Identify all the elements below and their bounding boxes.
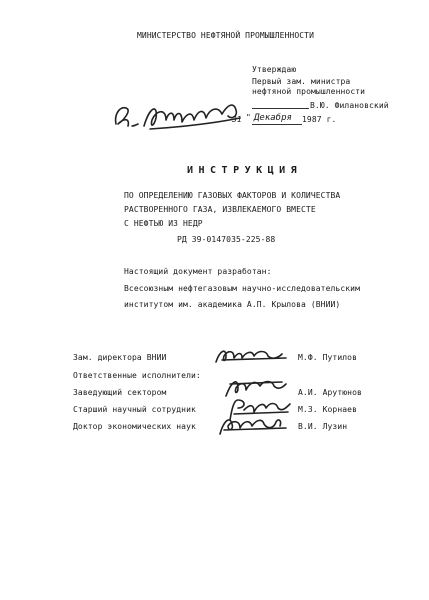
date-year: 1987 г. <box>302 115 337 124</box>
date-month: Декабря <box>254 113 292 123</box>
signatory-name-1: М.Ф. Путилов <box>298 353 357 362</box>
document-code: РД 39-0147035-225-88 <box>177 235 276 244</box>
signature-putilov <box>212 346 292 366</box>
signatory-role-1: Зам. директора ВНИИ <box>73 353 167 362</box>
date-quote-open: " <box>246 113 251 122</box>
ministry-header: МИНИСТЕРСТВО НЕФТЯНОЙ ПРОМЫШЛЕННОСТИ <box>137 31 314 40</box>
signatory-name-4: М.З. Корнаев <box>298 405 357 414</box>
subtitle-line-3: С НЕФТЬЮ ИЗ НЕДР <box>124 219 203 228</box>
signatory-role-4: Старший научный сотрудник <box>73 405 196 414</box>
signature-line <box>252 108 309 109</box>
document-title: ИНСТРУКЦИЯ <box>187 165 303 176</box>
developed-line-1: Настоящий документ разработан: <box>124 267 272 276</box>
subtitle-line-1: ПО ОПРЕДЕЛЕНИЮ ГАЗОВЫХ ФАКТОРОВ И КОЛИЧЕСТВА <box>124 191 341 200</box>
signatory-role-5: Доктор экономических наук <box>73 422 196 431</box>
date-day: 31 <box>232 115 242 124</box>
developed-line-3: институтом им. академика А.П. Крылова (ВНИИ) <box>124 300 341 309</box>
approval-position-line2: нефтяной промышленности <box>252 87 366 96</box>
approval-heading: Утверждаю <box>252 65 297 74</box>
approval-signer: В.Ю. Филановский <box>310 101 389 110</box>
approval-position-line1: Первый зам. министра <box>252 77 351 86</box>
signatory-name-3: А.И. Арутюнов <box>298 388 362 397</box>
subtitle-line-2: РАСТВОРЕННОГО ГАЗА, ИЗВЛЕКАЕМОГО ВМЕСТЕ <box>124 205 316 214</box>
signatory-role-3: Заведующий сектором <box>73 388 167 397</box>
developed-line-2: Всесоюзным нефтегазовым научно-исследовательским <box>124 284 360 293</box>
signatory-name-5: В.И. Лузин <box>298 422 348 431</box>
signature-luzin <box>216 414 292 438</box>
responsible-heading: Ответственные исполнители: <box>73 371 201 380</box>
date-month-underline <box>252 124 302 125</box>
